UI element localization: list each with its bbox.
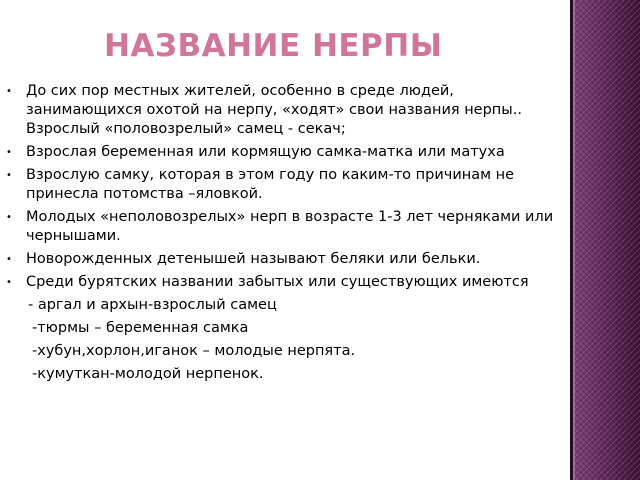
subline: -хубун,хорлон,иганок – молодые нерпята. [32, 343, 356, 359]
bullet-marker: • [6, 86, 12, 97]
bullet-item [6, 208, 562, 246]
subline: - аргал и архын-взрослый самец [28, 297, 277, 313]
bullet-item [6, 143, 562, 162]
bullet-marker: • [6, 212, 12, 223]
bullet-marker: • [6, 277, 12, 288]
bullet-text: До сих пор местных жителей, особенно в среде людей, занимающихся охотой на нерпу, «ходят» свои названия нерпы.. Взрослый «половозрелый» самец - секач; [26, 83, 522, 137]
sidebar-texture [570, 0, 640, 480]
bullet-text: Взрослую самку, которая в этом году по каким-то причинам не принесла потомства –яловкой. [26, 167, 515, 202]
bullet-text: Новорожденных детенышей называют беляки или бельки. [26, 251, 481, 267]
bullet-item [6, 166, 562, 204]
bullet-marker: • [6, 170, 12, 181]
decorative-sidebar [570, 0, 640, 480]
bullet-text: Среди бурятских названии забытых или существующих имеются [26, 274, 529, 290]
subline: -кумуткан-молодой нерпенок. [32, 366, 264, 382]
subline: -тюрмы – беременная самка [32, 320, 249, 336]
bullet-marker: • [6, 147, 12, 158]
bullet-list [6, 82, 562, 292]
bullet-item [6, 273, 562, 292]
bullet-item [6, 250, 562, 269]
bullet-item [6, 82, 562, 139]
bullet-text: Молодых «неполовозрелых» нерп в возрасте 1-3 лет черняками или чернышами. [26, 209, 554, 244]
bullet-marker: • [6, 254, 12, 265]
slide-content [6, 82, 562, 388]
bullet-text: Взрослая беременная или кормящую самка-матка или матуха [26, 144, 505, 160]
slide-title: НАЗВАНИЕ НЕРПЫ [104, 28, 443, 64]
